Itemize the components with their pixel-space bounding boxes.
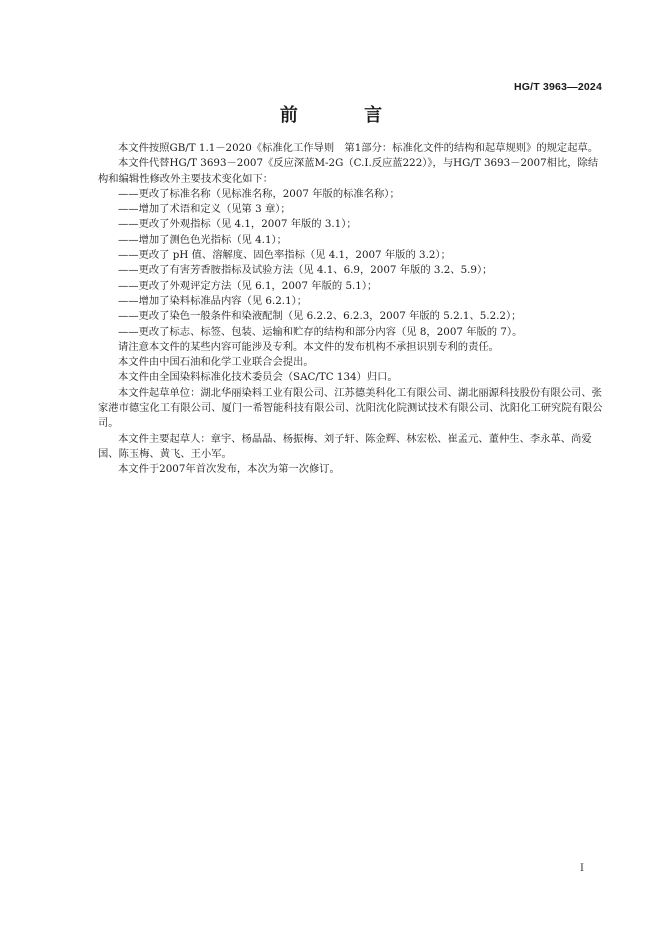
change-item: ——更改了外观评定方法（见 6.1，2007 年版的 5.1）； bbox=[118, 279, 378, 292]
paragraph-history: 本文件于2007年首次发布，本次为第一次修订。 bbox=[118, 463, 340, 476]
paragraph-committee: 本文件由全国染料标准化技术委员会（SAC/TC 134）归口。 bbox=[118, 371, 398, 384]
change-item: ——更改了有害芳香胺指标及试验方法（见 4.1、6.9，2007 年版的 3.2、5.9）； bbox=[118, 264, 493, 277]
foreword-body bbox=[98, 141, 604, 478]
paragraph-drafting-rules: 本文件按照GB/T 1.1－2020《标准化工作导则 第1部分：标准化文件的结构和起草规则》的规定起草。 bbox=[118, 142, 599, 154]
change-item: ——增加了测色色光指标（见 4.1）； bbox=[118, 233, 287, 246]
change-item: ——更改了标准名称（见标准名称，2007 年版的标准名称）； bbox=[118, 187, 400, 200]
change-item: ——更改了 pH 值、溶解度、固色率指标（见 4.1，2007 年版的 3.2）； bbox=[118, 249, 451, 262]
change-item: ——更改了标志、标签、包装、运输和贮存的结构和部分内容（见 8，2007 年版的 7）。 bbox=[118, 325, 523, 338]
change-item: ——增加了染料标准品内容（见 6.2.1）； bbox=[118, 294, 308, 307]
paragraph-replacement: 本文件代替HG/T 3693－2007《反应深蓝M-2G（C.I.反应蓝222）》，与HG/T 3693－2007相比，除结构和编辑性修改外主要技术变化如下： bbox=[98, 157, 599, 185]
paragraph-drafting-units: 本文件起草单位：湖北华丽染料工业有限公司、江苏德美科化工有限公司、湖北丽源科技股份有限公司、张家港市德宝化工有限公司、厦门一希智能科技有限公司、沈阳沈化院测试技术有限公司、沈阳化工研究院有限公司。 bbox=[98, 386, 603, 430]
page-number: I bbox=[580, 863, 584, 874]
change-item: ——更改了染色一般条件和染液配制（见 6.2.2、6.2.3，2007 年版的 5.2.1、5.2.2）； bbox=[118, 310, 522, 323]
page-title: 前 言 bbox=[279, 105, 413, 126]
paragraph-patent-notice: 请注意本文件的某些内容可能涉及专利。本文件的发布机构不承担识别专利的责任。 bbox=[118, 340, 499, 353]
changes-list bbox=[98, 187, 604, 340]
standard-code: HG/T 3963—2024 bbox=[513, 81, 602, 93]
change-item: ——增加了术语和定义（见第 3 章）； bbox=[118, 203, 291, 216]
paragraph-drafters: 本文件主要起草人：章宇、杨晶晶、杨振梅、刘子轩、陈金辉、林宏松、崔孟元、董仲生、李永革、尚爱国、陈玉梅、黄飞、王小军。 bbox=[98, 432, 592, 460]
paragraph-proposer: 本文件由中国石油和化学工业联合会提出。 bbox=[118, 356, 314, 369]
change-item: ——更改了外观指标（见 4.1，2007 年版的 3.1）； bbox=[118, 218, 357, 231]
